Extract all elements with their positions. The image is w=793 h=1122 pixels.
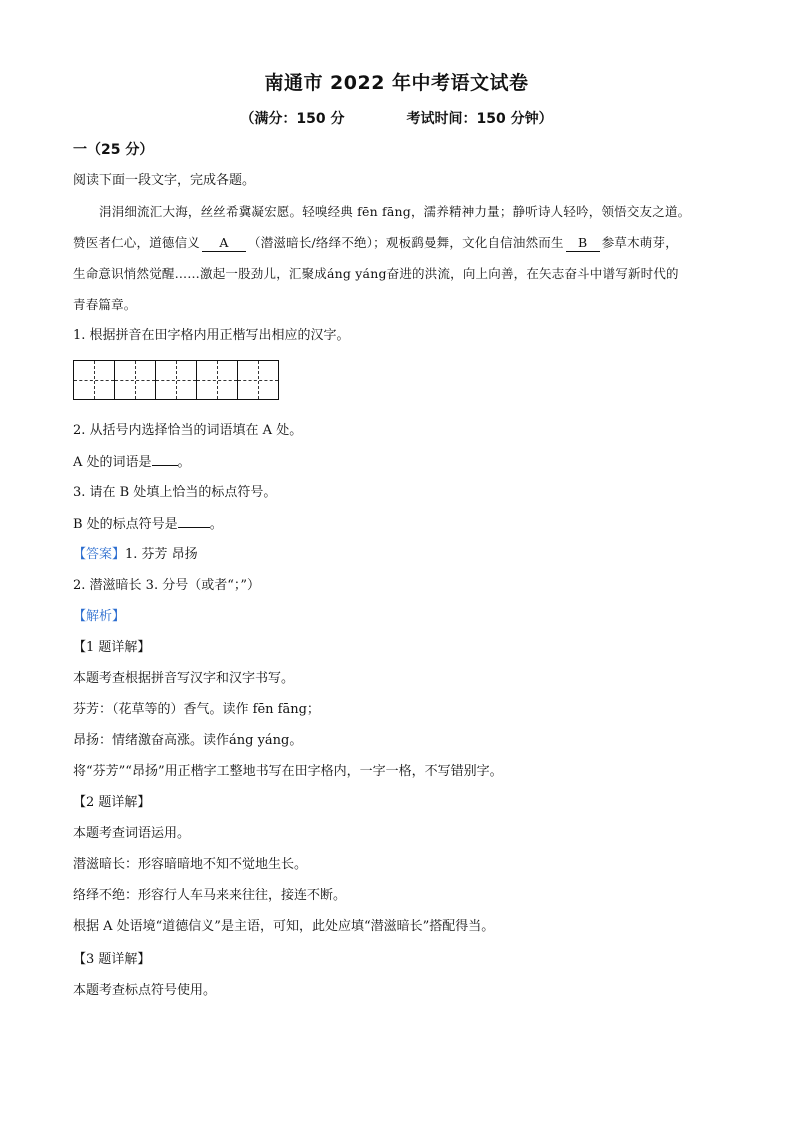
passage-line-2-middle: （潜滋暗长/络绎不绝）；观板鹞曼舞，文化自信油然而生 (248, 235, 564, 250)
detail-1-heading: 【1 题详解】 (73, 640, 151, 655)
section-instruction: 阅读下面一段文字，完成各题。 (73, 173, 256, 188)
detail-3-heading: 【3 题详解】 (73, 952, 151, 967)
blank-a: A (202, 235, 246, 252)
detail-2-line-1: 本题考查词语运用。 (73, 826, 191, 841)
q2-answer-prefix: A 处的词语是 (73, 455, 152, 470)
q3-answer-prefix: B 处的标点符号是 (73, 517, 178, 532)
question-2: 2. 从括号内选择恰当的词语填在 A 处。 (73, 423, 303, 438)
tianzige-grid (73, 360, 279, 400)
full-score: （满分：150 分 (240, 111, 345, 127)
answer-text-1: 1. 芬芳 昂扬 (125, 547, 198, 562)
detail-2-line-4: 根据 A 处语境“道德信义”是主语，可知，此处应填“潜滋暗长”搭配得当。 (73, 919, 495, 934)
grid-cell (74, 361, 115, 399)
detail-1-line-1: 本题考查根据拼音写汉字和汉字书写。 (73, 671, 295, 686)
passage-line-2-end: 参草木萌芽， (601, 235, 678, 250)
detail-1-line-2: 芬芳：（花草等的）香气。读作 fēn fāng； (73, 702, 320, 717)
q2-answer-suffix: 。 (177, 455, 191, 470)
grid-cell (115, 361, 156, 399)
question-3-answer-line (73, 515, 223, 534)
detail-2-line-3: 络绎不绝：形容行人车马来来往往，接连不断。 (73, 888, 347, 903)
q3-answer-blank (178, 515, 210, 528)
answer-tag: 【答案】 (73, 547, 126, 562)
passage-line-4: 青春篇章。 (73, 297, 137, 312)
detail-2-line-2: 潜滋暗长：形容暗暗地不知不觉地生长。 (73, 857, 308, 872)
passage-line-3: 生命意识悄然觉醒……激起一股劲儿，汇聚成áng yáng奋进的洪流，向上向善，在矢志奋斗中谱写新时代的 (73, 266, 679, 281)
reading-passage (73, 196, 723, 320)
answer-line-2: 2. 潜滋暗长 3. 分号（或者“；”） (73, 578, 260, 593)
blank-b: B (566, 235, 600, 252)
passage-line-1: 涓涓细流汇大海，丝丝希冀凝宏愿。轻嗅经典 fēn fāng，濡养精神力量；静听诗人轻吟，领悟交友之道。 (99, 204, 691, 219)
detail-1-line-3: 昂扬：情绪激奋高涨。读作áng yáng。 (73, 733, 303, 748)
detail-3-line-1: 本题考查标点符号使用。 (73, 983, 217, 998)
section-heading: 一（25 分） (73, 142, 154, 158)
grid-cell (197, 361, 238, 399)
answer-line-1 (73, 546, 198, 564)
grid-cell (238, 361, 278, 399)
passage-line-2 (73, 227, 723, 258)
detail-2-heading: 【2 题详解】 (73, 795, 151, 810)
grid-cell (156, 361, 197, 399)
exam-title: 南通市 2022 年中考语文试卷 (264, 72, 529, 94)
question-2-answer-line (73, 453, 191, 472)
question-3: 3. 请在 B 处填上恰当的标点符号。 (73, 485, 277, 500)
question-1: 1. 根据拼音在田字格内用正楷写出相应的汉字。 (73, 328, 350, 343)
q2-answer-blank (152, 453, 178, 466)
passage-line-2-start: 赞医者仁心，道德信义 (73, 235, 201, 250)
detail-1-line-4: 将“芬芳”“昂扬”用正楷字工整地书写在田字格内，一字一格，不写错别字。 (73, 764, 503, 779)
exam-subtitle (0, 108, 793, 128)
q3-answer-suffix: 。 (209, 517, 223, 532)
analysis-tag: 【解析】 (73, 609, 126, 624)
exam-time: 考试时间：150 分钟） (406, 111, 553, 127)
